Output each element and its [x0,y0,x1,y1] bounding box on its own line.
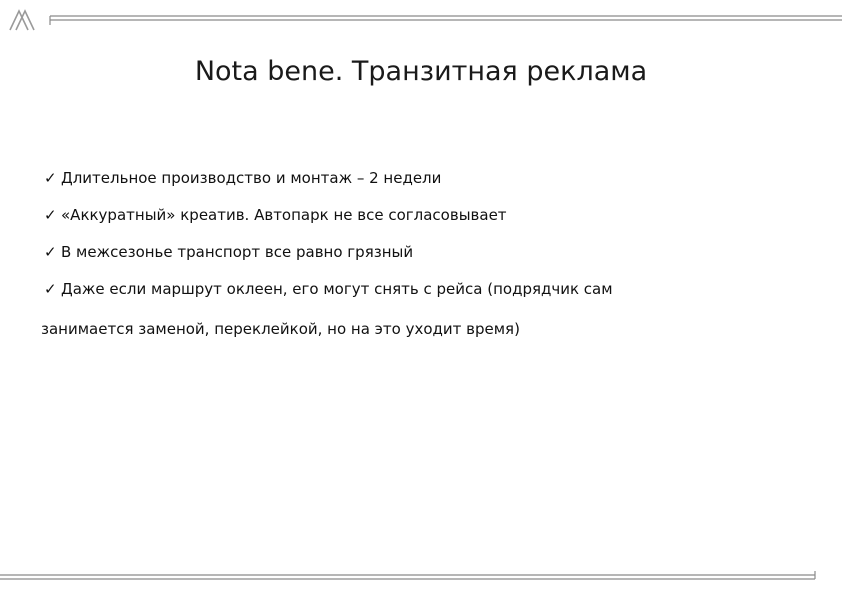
check-icon: ✓ [44,280,57,298]
list-item [44,203,804,227]
list-item [44,240,804,264]
list-item [44,277,804,301]
list-item-continuation: занимается заменой, переклейкой, но на это уходит время) [41,320,520,338]
check-icon: ✓ [44,169,57,187]
list-item-text: В межсезонье транспорт все равно грязный [61,243,414,261]
list-item-text: Даже если маршрут оклеен, его могут снять с рейса (подрядчик сам [61,280,613,298]
logo-icon [8,9,38,31]
page-title: Nota bene. Транзитная реклама [194,56,648,87]
list-item-text: Длительное производство и монтаж – 2 недели [61,169,442,187]
list-item-text: «Аккуратный» креатив. Автопарк не все согласовывает [61,206,507,224]
bullet-list [44,166,804,314]
check-icon: ✓ [44,206,57,224]
list-item [44,166,804,190]
check-icon: ✓ [44,243,57,261]
